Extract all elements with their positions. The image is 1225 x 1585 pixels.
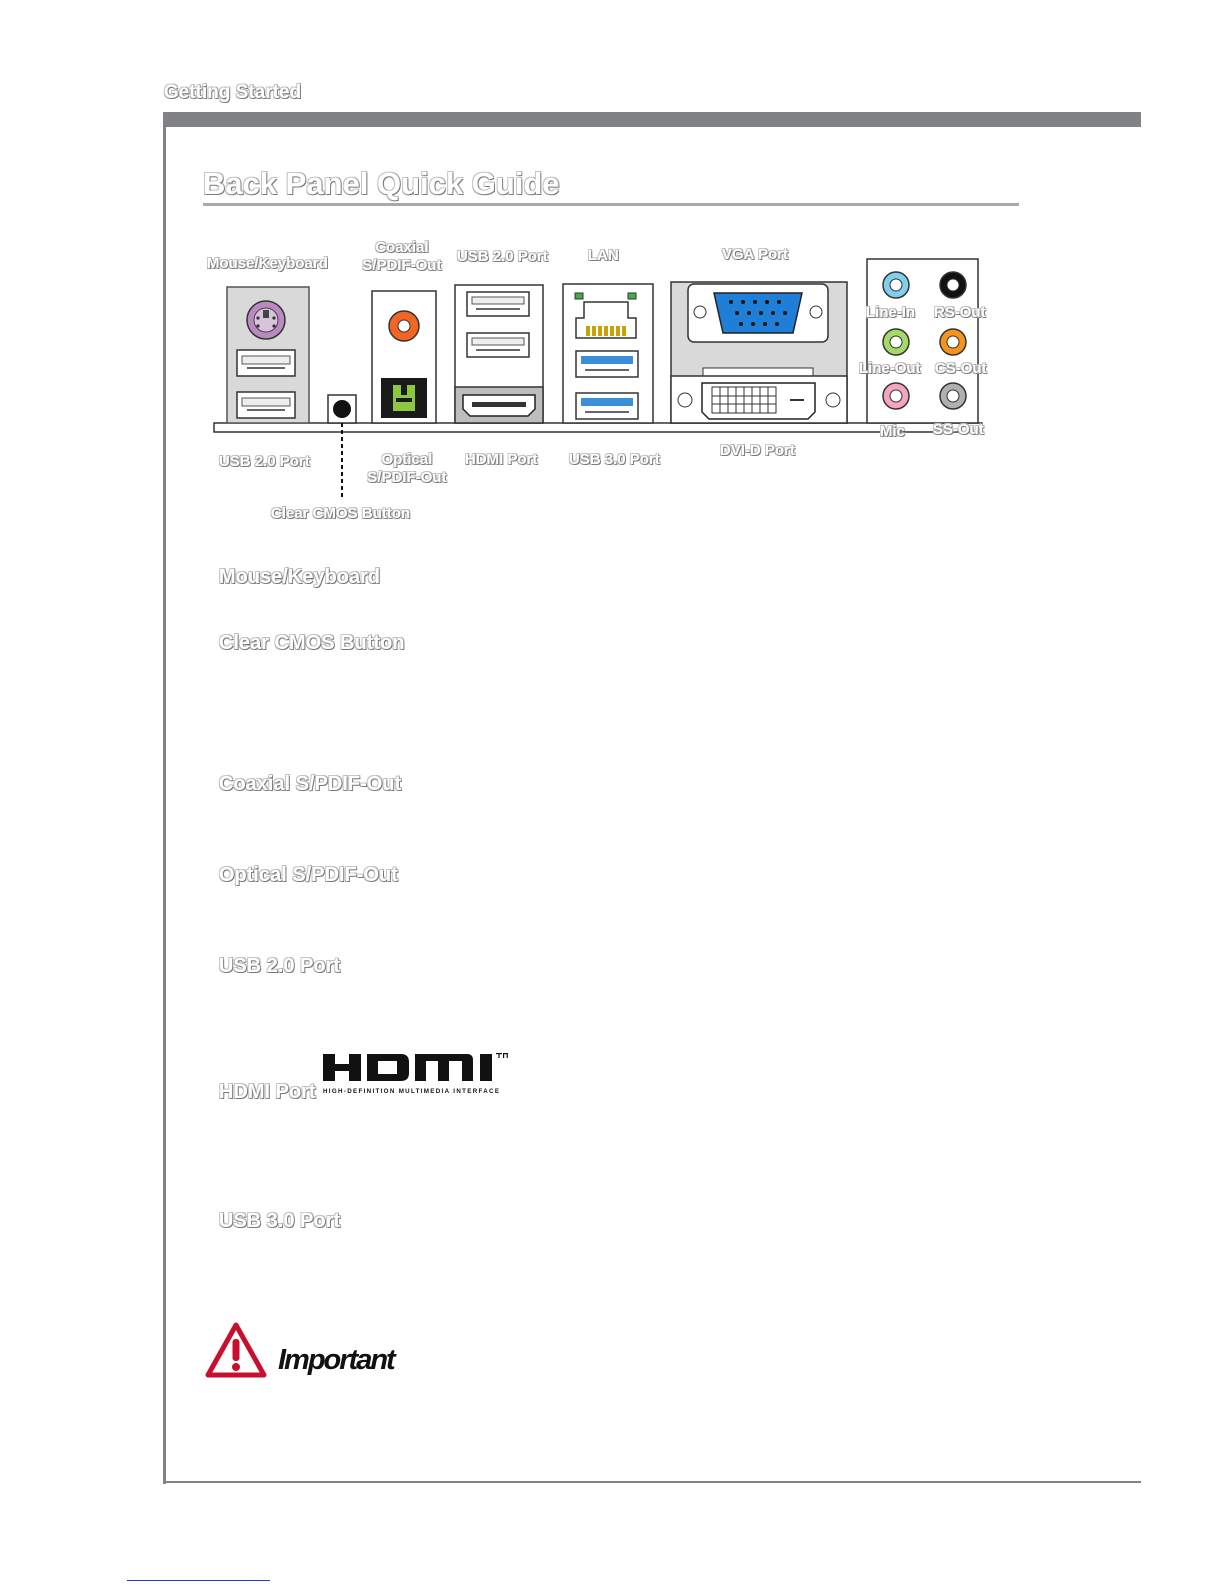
label-mic: Mic (880, 423, 906, 440)
optical-port-icon (381, 378, 427, 418)
usb3-port-icon (576, 393, 638, 419)
hdmi-port-icon (455, 387, 543, 423)
bottom-rule (163, 1481, 1141, 1483)
label-hdmi: HDMI Port (465, 451, 538, 468)
warning-icon (205, 1322, 267, 1378)
audio-block (867, 259, 978, 423)
important-label: Important (278, 1344, 394, 1376)
label-line-out: Line-Out (859, 360, 921, 377)
label-cs-out: CS-Out (935, 360, 987, 377)
label-optical-line2: S/PDIF-Out (367, 469, 447, 486)
label-coaxial-line2: S/PDIF-Out (362, 257, 442, 274)
label-lan: LAN (588, 247, 619, 264)
label-rs-out: RS-Out (934, 304, 986, 321)
label-usb20-bottom: USB 2.0 Port (219, 453, 310, 470)
label-optical-line1: Optical (381, 451, 433, 468)
label-coaxial-line1: Coaxial (375, 239, 429, 256)
section-coaxial: Coaxial S/PDIF-Out (219, 773, 402, 795)
video-block (671, 282, 847, 423)
hdmi-logo (323, 1051, 519, 1097)
label-usb30: USB 3.0 Port (569, 451, 660, 468)
footer-link-underline (127, 1580, 270, 1581)
clear-cmos-button-icon (328, 395, 356, 498)
usb2-port-icon (237, 350, 295, 376)
vga-port-icon (688, 284, 828, 342)
section-clear-cmos: Clear CMOS Button (219, 632, 405, 654)
running-head: Getting Started (164, 82, 302, 103)
usb-hdmi-block (455, 285, 543, 423)
label-usb20-top: USB 2.0 Port (457, 248, 548, 265)
label-coaxial-spdif (359, 239, 445, 275)
section-optical: Optical S/PDIF-Out (219, 864, 398, 886)
lan-usb3-block (563, 284, 653, 423)
label-mouse-keyboard: Mouse/Keyboard (207, 255, 328, 272)
spdif-block (372, 291, 436, 423)
usb3-port-icon (576, 351, 638, 377)
svg-text:HIGH-DEFINITION MULTIMEDIA INT: HIGH-DEFINITION MULTIMEDIA INTERFACE (323, 1088, 499, 1095)
label-clear-cmos: Clear CMOS Button (271, 505, 411, 522)
section-mouse-keyboard: Mouse/Keyboard (219, 566, 381, 588)
usb2-port-icon (237, 392, 295, 418)
label-dvi: DVI-D Port (720, 442, 795, 459)
usb2-port-icon (467, 333, 529, 357)
label-line-in: Line-In (866, 304, 916, 321)
back-panel-diagram (0, 0, 1225, 560)
page-title: Back Panel Quick Guide (203, 166, 560, 201)
panel-base (214, 423, 982, 432)
section-hdmi: HDMI Port (219, 1081, 316, 1103)
dvi-port-icon (671, 368, 847, 423)
section-usb30: USB 3.0 Port (219, 1210, 341, 1232)
label-vga: VGA Port (722, 246, 789, 263)
label-optical-spdif (364, 451, 450, 487)
usb2-port-icon (467, 292, 529, 316)
label-ss-out: SS-Out (933, 421, 984, 438)
ps2-usb-block (227, 287, 309, 423)
section-usb20: USB 2.0 Port (219, 955, 341, 977)
